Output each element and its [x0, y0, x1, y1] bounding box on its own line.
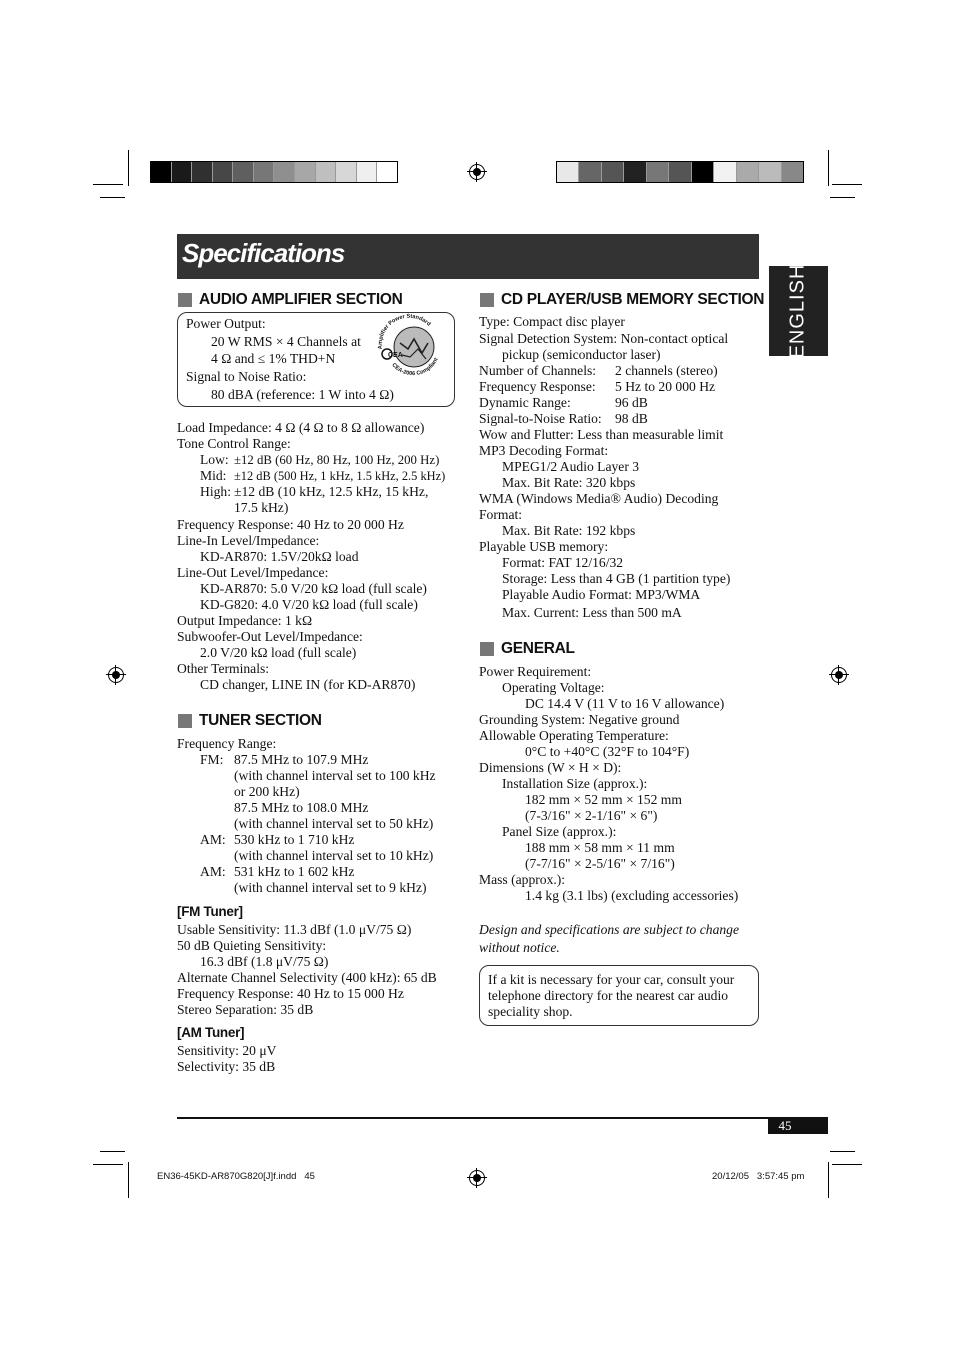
cd-frequency-response-value: 5 Hz to 20 000 Hz — [615, 379, 716, 394]
section-square-icon — [480, 642, 494, 656]
frequency-range-label: Frequency Range: — [177, 736, 277, 751]
fm-usable-sensitivity: Usable Sensitivity: 11.3 dBf (1.0 μV/75 Ω) — [177, 922, 412, 937]
color-swatch — [668, 162, 690, 182]
am-range-2: 531 kHz to 1 602 kHz — [234, 864, 355, 879]
general-section-heading — [480, 640, 575, 658]
cd-snr-label: Signal-to-Noise Ratio: — [479, 411, 602, 426]
cd-section-title: CD PLAYER/USB MEMORY SECTION — [501, 291, 765, 308]
cea-2006-compliant-logo — [372, 313, 446, 379]
signal-detection: Signal Detection System: Non-contact optical — [479, 331, 729, 346]
fm-range-1-note-cont: or 200 kHz) — [234, 784, 300, 799]
tone-high-value: ±12 dB (10 kHz, 12.5 kHz, 15 kHz, — [234, 484, 429, 499]
installation-size-mm: 182 mm × 52 mm × 152 mm — [525, 792, 682, 807]
language-tab — [769, 263, 828, 359]
tone-mid-label: Mid: — [200, 468, 227, 483]
mp3-format-label: MP3 Decoding Format: — [479, 443, 609, 458]
color-bar-right — [556, 161, 804, 183]
fm-range-1-note: (with channel interval set to 100 kHz — [234, 768, 436, 783]
kit-info-line-1: If a kit is necessary for your car, consult your — [488, 972, 735, 987]
tone-high-label: High: — [200, 484, 231, 499]
am-range-2-note: (with channel interval set to 9 kHz) — [234, 880, 427, 895]
color-swatch — [623, 162, 645, 182]
fm-range-2-note: (with channel interval set to 50 kHz) — [234, 816, 434, 831]
am-sensitivity: Sensitivity: 20 μV — [177, 1043, 277, 1058]
color-swatch — [294, 162, 315, 182]
dimensions-label: Dimensions (W × H × D): — [479, 760, 622, 775]
audio-frequency-response: Frequency Response: 40 Hz to 20 000 Hz — [177, 517, 404, 532]
wma-format-label: WMA (Windows Media® Audio) Decoding — [479, 491, 719, 506]
cd-section-heading — [480, 291, 764, 309]
operating-temp-value: 0°C to +40°C (32°F to 104°F) — [525, 744, 690, 759]
am-range-1-note: (with channel interval set to 10 kHz) — [234, 848, 434, 863]
cd-type: Type: Compact disc player — [479, 314, 625, 329]
color-swatch — [232, 162, 253, 182]
dynamic-range-label: Dynamic Range: — [479, 395, 571, 410]
signal-detection-cont: pickup (semiconductor laser) — [502, 347, 661, 362]
color-swatch — [191, 162, 212, 182]
logo-bottom-text: CEA-2006 Compliant — [390, 357, 440, 378]
panel-size-inch: (7-7/16" × 2-5/16" × 7/16") — [525, 856, 675, 871]
mass-value: 1.4 kg (3.1 lbs) (excluding accessories) — [525, 888, 739, 903]
wma-bitrate: Max. Bit Rate: 192 kbps — [502, 523, 636, 538]
wma-format-label-cont: Format: — [479, 507, 523, 522]
color-swatch — [273, 162, 294, 182]
tuner-section-heading — [178, 712, 322, 730]
snr-label: Signal to Noise Ratio: — [186, 369, 307, 384]
panel-size-mm: 188 mm × 58 mm × 11 mm — [525, 840, 675, 855]
color-swatch — [691, 162, 713, 182]
fm-frequency-response: Frequency Response: 40 Hz to 15 000 Hz — [177, 986, 404, 1001]
operating-voltage-value: DC 14.4 V (11 V to 16 V allowance) — [525, 696, 725, 711]
power-output-value: 20 W RMS × 4 Channels at — [211, 334, 361, 349]
snr-value: 80 dBA (reference: 1 W into 4 Ω) — [211, 387, 394, 402]
color-swatch — [781, 162, 803, 182]
color-swatch — [646, 162, 668, 182]
fm-range-2: 87.5 MHz to 108.0 MHz — [234, 800, 369, 815]
color-swatch — [356, 162, 377, 182]
channels-value: 2 channels (stereo) — [615, 363, 718, 378]
page-number: 45 — [778, 1118, 792, 1133]
line-in-value: KD-AR870: 1.5V/20kΩ load — [200, 549, 359, 564]
other-terminals-label: Other Terminals: — [177, 661, 270, 676]
usb-format: Format: FAT 12/16/32 — [502, 555, 624, 570]
mass-label: Mass (approx.): — [479, 872, 566, 887]
other-terminals-value: CD changer, LINE IN (for KD-AR870) — [200, 677, 416, 692]
color-bar-left — [150, 161, 398, 183]
tuner-section-title: TUNER SECTION — [199, 712, 322, 729]
tone-low-value: ±12 dB (60 Hz, 80 Hz, 100 Hz, 200 Hz) — [234, 453, 440, 467]
am-label-2: AM: — [200, 864, 226, 879]
fm-quieting-value: 16.3 dBf (1.8 μV/75 Ω) — [200, 954, 329, 969]
am-tuner-heading: [AM Tuner] — [177, 1025, 245, 1040]
color-swatch — [601, 162, 623, 182]
section-square-icon — [178, 293, 192, 307]
color-swatch — [212, 162, 233, 182]
line-out-label: Line-Out Level/Impedance: — [177, 565, 329, 580]
am-selectivity: Selectivity: 35 dB — [177, 1059, 276, 1074]
line-out-g820: KD-G820: 4.0 V/20 kΩ load (full scale) — [200, 597, 418, 612]
channels-label: Number of Channels: — [479, 363, 597, 378]
color-swatch — [557, 162, 578, 182]
power-output-condition: 4 Ω and ≤ 1% THD+N — [211, 351, 336, 366]
output-impedance: Output Impedance: 1 kΩ — [177, 613, 313, 628]
color-swatch — [171, 162, 192, 182]
panel-size-label: Panel Size (approx.): — [502, 824, 617, 839]
dynamic-range-value: 96 dB — [615, 395, 648, 410]
general-section-title: GENERAL — [501, 640, 575, 657]
usb-max-current: Max. Current: Less than 500 mA — [502, 605, 682, 620]
color-swatch — [578, 162, 600, 182]
line-out-ar870: KD-AR870: 5.0 V/20 kΩ load (full scale) — [200, 581, 427, 596]
page-title: Specifications — [182, 238, 345, 268]
registration-mark-left-icon — [108, 667, 124, 683]
operating-temp-label: Allowable Operating Temperature: — [479, 728, 669, 743]
color-swatch — [758, 162, 780, 182]
cd-snr-value: 98 dB — [615, 411, 648, 426]
section-square-icon — [178, 714, 192, 728]
line-in-label: Line-In Level/Impedance: — [177, 533, 320, 548]
logo-badge-text: CEA — [388, 352, 403, 359]
fm-stereo-separation: Stereo Separation: 35 dB — [177, 1002, 314, 1017]
spec-change-note: Design and specifications are subject to change — [479, 922, 739, 937]
section-square-icon — [480, 293, 494, 307]
color-swatch — [315, 162, 336, 182]
color-swatch — [736, 162, 758, 182]
fm-range-1: 87.5 MHz to 107.9 MHz — [234, 752, 369, 767]
grounding-system: Grounding System: Negative ground — [479, 712, 680, 727]
audio-section-title: AUDIO AMPLIFIER SECTION — [199, 291, 403, 308]
power-requirement-label: Power Requirement: — [479, 664, 592, 679]
usb-audio-format: Playable Audio Format: MP3/WMA — [502, 587, 701, 602]
title-bar — [177, 234, 759, 279]
color-swatch — [376, 162, 397, 182]
bottom-rule — [177, 1117, 828, 1119]
am-label-1: AM: — [200, 832, 226, 847]
color-swatch — [713, 162, 735, 182]
registration-mark-bottom-icon — [469, 1170, 485, 1186]
footer-timestamp: 20/12/05 3:57:45 pm — [712, 1171, 805, 1182]
tone-control-label: Tone Control Range: — [177, 436, 291, 451]
color-swatch — [253, 162, 274, 182]
usb-storage: Storage: Less than 4 GB (1 partition type) — [502, 571, 731, 586]
operating-voltage-label: Operating Voltage: — [502, 680, 605, 695]
audio-section-heading — [178, 291, 403, 309]
spec-change-note-cont: without notice. — [479, 940, 560, 955]
power-output-label: Power Output: — [186, 316, 266, 331]
mp3-bitrate: Max. Bit Rate: 320 kbps — [502, 475, 636, 490]
installation-size-inch: (7-3/16" × 2-1/16" × 6") — [525, 808, 658, 823]
subwoofer-out-label: Subwoofer-Out Level/Impedance: — [177, 629, 363, 644]
color-swatch — [335, 162, 356, 182]
wow-flutter: Wow and Flutter: Less than measurable limit — [479, 427, 724, 442]
subwoofer-out-value: 2.0 V/20 kΩ load (full scale) — [200, 645, 357, 660]
fm-label: FM: — [200, 752, 224, 767]
installation-size-label: Installation Size (approx.): — [502, 776, 648, 791]
fm-alt-channel-selectivity: Alternate Channel Selectivity (400 kHz): 65 dB — [177, 970, 437, 985]
language-tab-label: ENGLISH — [786, 263, 809, 359]
color-swatch — [151, 162, 171, 182]
fm-tuner-heading: [FM Tuner] — [177, 904, 243, 919]
fm-quieting-label: 50 dB Quieting Sensitivity: — [177, 938, 327, 953]
page-number-badge — [768, 1119, 828, 1134]
cd-frequency-response-label: Frequency Response: — [479, 379, 596, 394]
load-impedance: Load Impedance: 4 Ω (4 Ω to 8 Ω allowance) — [177, 420, 425, 435]
mp3-format-value: MPEG1/2 Audio Layer 3 — [502, 459, 640, 474]
footer-file: EN36-45KD-AR870G820[J]f.indd 45 — [157, 1171, 315, 1182]
tone-high-value-cont: 17.5 kHz) — [234, 500, 289, 515]
registration-mark-top-icon — [469, 164, 485, 180]
am-range-1: 530 kHz to 1 710 kHz — [234, 832, 355, 847]
usb-memory-label: Playable USB memory: — [479, 539, 609, 554]
kit-info-line-3: speciality shop. — [488, 1004, 573, 1019]
registration-mark-right-icon — [831, 667, 847, 683]
tone-mid-value: ±12 dB (500 Hz, 1 kHz, 1.5 kHz, 2.5 kHz) — [234, 469, 446, 483]
tone-low-label: Low: — [200, 452, 229, 467]
kit-info-line-2: telephone directory for the nearest car audio — [488, 988, 729, 1003]
logo-top-text: Amplifier Power Standard — [377, 313, 432, 350]
